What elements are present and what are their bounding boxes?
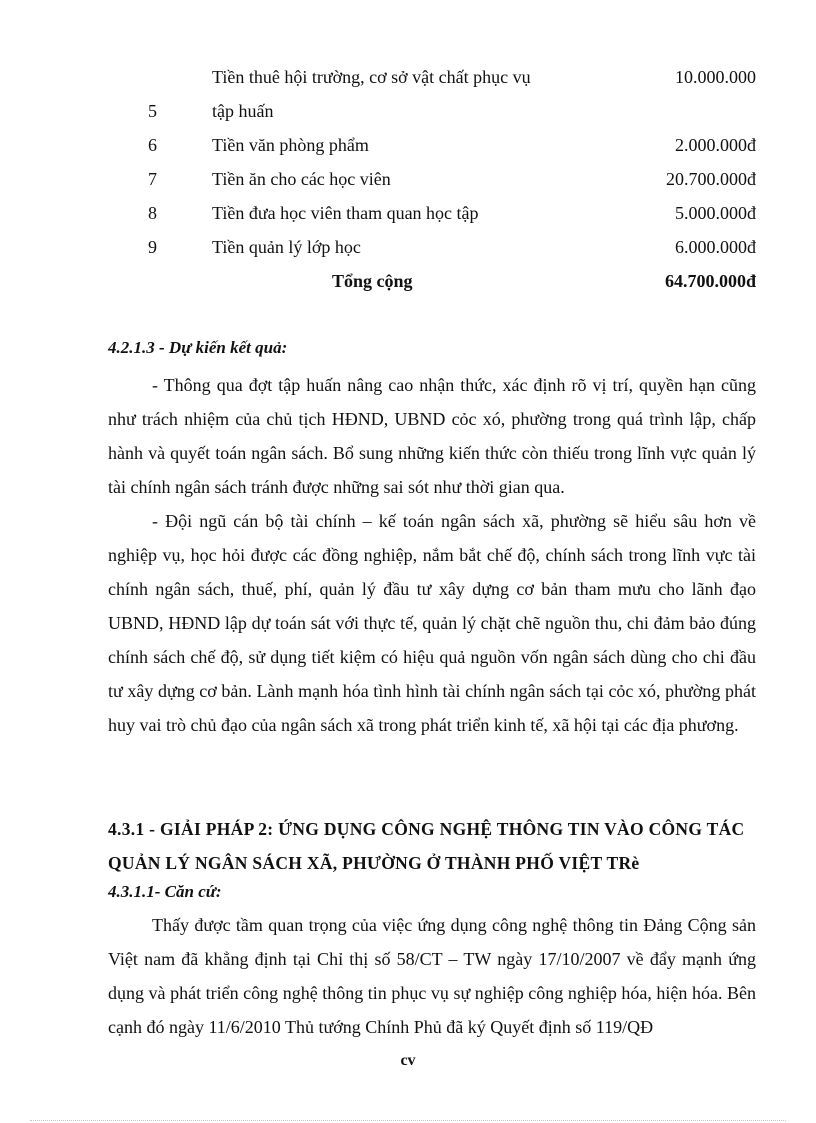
- row-number: 8: [148, 203, 157, 223]
- row-item: Tiền ăn cho các học viên: [212, 169, 391, 189]
- table-row: [140, 60, 760, 128]
- table-row: [140, 162, 760, 196]
- total-label: Tổng cộng: [332, 271, 413, 291]
- row-item: Tiền thuê hội trường, cơ sở vật chất phục vụ tập huấn: [212, 67, 531, 121]
- row-number: 7: [148, 169, 157, 189]
- row-item: Tiền đưa học viên tham quan học tập: [212, 203, 479, 223]
- budget-table: [140, 60, 760, 298]
- row-amount: 2.000.000đ: [675, 135, 756, 155]
- footer-divider: [30, 1120, 786, 1121]
- row-amount: 10.000.000: [675, 67, 756, 87]
- section-heading-431: 4.3.1 - GIẢI PHÁP 2: ỨNG DỤNG CÔNG NGHỆ THÔNG TIN VÀO CÔNG TÁC QUẢN LÝ NGÂN SÁCH XÃ, PHƯỜNG Ở THÀNH PHỐ VIỆT TRè: [108, 819, 745, 873]
- paragraph: - Thông qua đợt tập huấn nâng cao nhận thức, xác định rõ vị trí, quyền hạn cũng như trách nhiệm của chủ tịch HĐND, UBND cỏc xó, phường trong quá trình lập, chấp hành và quyết toán ngân sách. Bổ sung những kiến thức còn thiếu trong lĩnh vực quản lý tài chính ngân sách tránh được những sai sót như thời gian qua.: [108, 375, 756, 497]
- row-amount: 20.700.000đ: [666, 169, 756, 189]
- page-number: cv: [400, 1052, 416, 1069]
- table-row: [140, 196, 760, 230]
- row-number: 5: [148, 101, 157, 121]
- table-total-row: [140, 264, 760, 298]
- row-item: Tiền quản lý lớp học: [212, 237, 361, 257]
- subsection-heading-4311: 4.3.1.1- Căn cứ:: [108, 882, 222, 901]
- row-number: 6: [148, 135, 157, 155]
- row-amount: 6.000.000đ: [675, 237, 756, 257]
- section-heading-4213: 4.2.1.3 - Dự kiến kết quả:: [108, 338, 288, 357]
- paragraph: Thấy được tầm quan trọng của việc ứng dụng công nghệ thông tin Đảng Cộng sản Việt nam đã khẳng định tại Chỉ thị số 58/CT – TW ngày 17/10/2007 về đẩy mạnh ứng dụng và phát triển công nghệ thông tin phục vụ sự nghiệp công nghiệp hóa, hiện hóa. Bên cạnh đó ngày 11/6/2010 Thủ tướng Chính Phủ đã ký Quyết định số 119/QĐ: [108, 915, 756, 1037]
- table-row: [140, 128, 760, 162]
- row-amount: 5.000.000đ: [675, 203, 756, 223]
- row-number: 9: [148, 237, 157, 257]
- row-item: Tiền văn phòng phẩm: [212, 135, 369, 155]
- paragraph: - Đội ngũ cán bộ tài chính – kế toán ngân sách xã, phường sẽ hiểu sâu hơn về nghiệp vụ, học hỏi được các đồng nghiệp, nắm bắt chế độ, chính sách trong lĩnh vực tài chính ngân sách, thuế, phí, quản lý đầu tư xây dựng cơ bản tham mưu cho lãnh đạo UBND, HĐND lập dự toán sát với thực tế, quản lý chặt chẽ nguồn thu, chi đảm bảo đúng chính sách chế độ, sử dụng tiết kiệm có hiệu quả nguồn vốn ngân sách dùng cho chi đầu tư xây dựng cơ bản. Lành mạnh hóa tình hình tài chính ngân sách tại cỏc xó, phường phát huy vai trò chủ đạo của ngân sách xã trong phát triển kinh tế, xã hội tại các địa phương.: [108, 511, 756, 735]
- total-amount: 64.700.000đ: [664, 271, 756, 291]
- table-row: [140, 230, 760, 264]
